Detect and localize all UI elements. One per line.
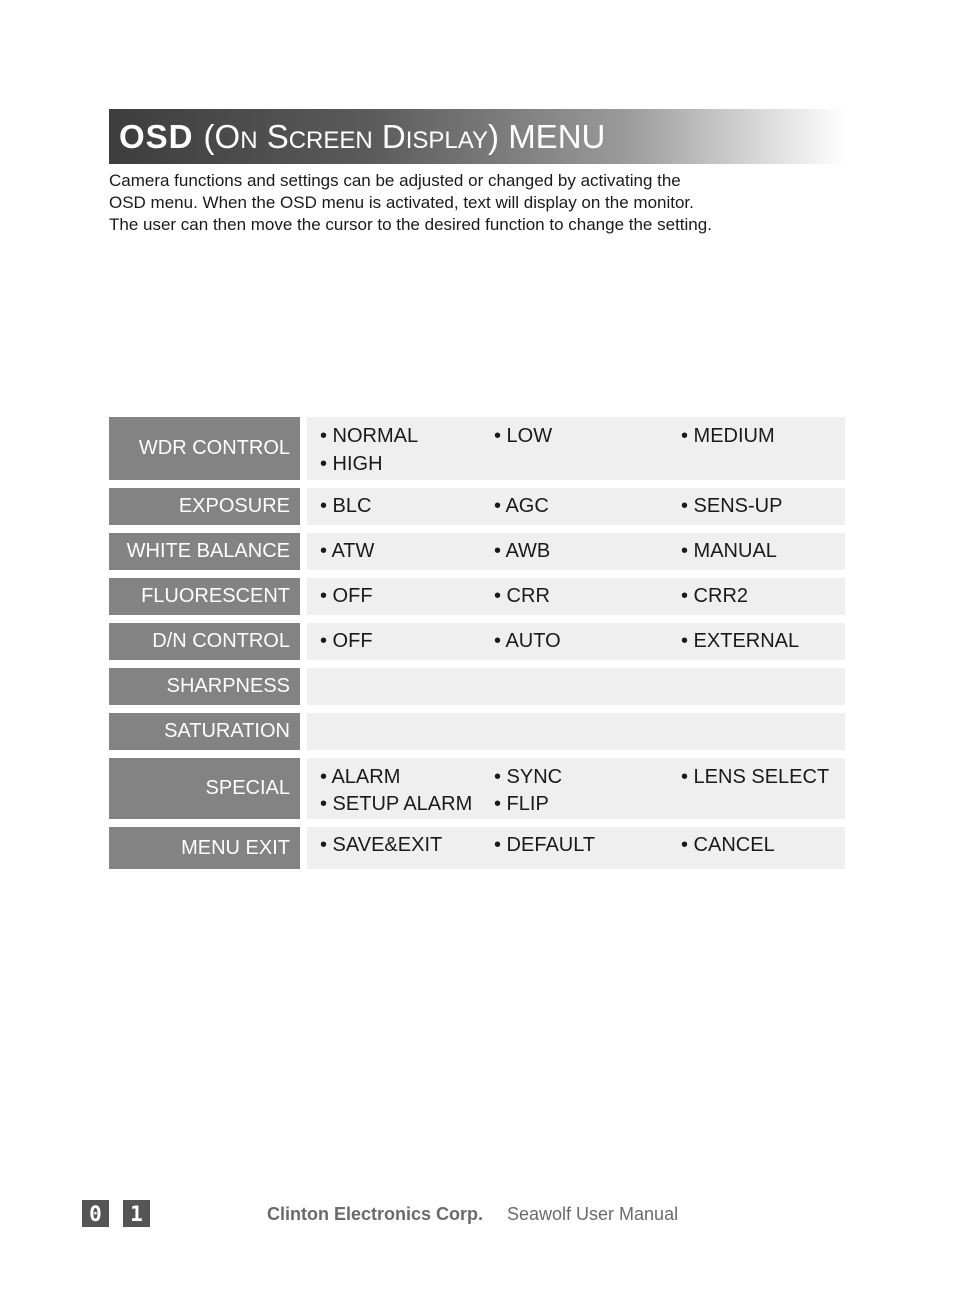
menu-options (307, 758, 845, 819)
menu-option: • CRR (494, 585, 550, 607)
page-number-digit: 1 (123, 1200, 150, 1227)
menu-option: • SYNC (494, 766, 563, 788)
menu-option: • SAVE&EXIT (320, 834, 443, 856)
intro-line: The user can then move the cursor to the desired function to change the setting. (109, 215, 712, 234)
intro-paragraph (109, 170, 869, 236)
footer-manual-title: Seawolf User Manual (507, 1204, 679, 1224)
menu-option: • OFF (320, 630, 373, 652)
menu-label: SHARPNESS (109, 668, 300, 705)
menu-option: • OFF (320, 585, 373, 607)
menu-option: • CANCEL (681, 834, 775, 856)
osd-menu-table (109, 417, 845, 877)
menu-option: • SETUP ALARM (320, 793, 473, 815)
menu-option: • NORMAL (320, 425, 419, 447)
menu-option: • SENS-UP (681, 495, 783, 517)
menu-option: • BLC (320, 495, 372, 517)
menu-label: EXPOSURE (109, 488, 300, 525)
menu-option: • AGC (494, 495, 549, 517)
page-number-digit: 0 (82, 1200, 109, 1227)
title-subtitle: (ON SCREEN DISPLAY) MENU (203, 117, 606, 155)
menu-option: • AUTO (494, 630, 561, 652)
menu-label: FLUORESCENT (109, 578, 300, 615)
menu-options (307, 578, 845, 615)
menu-option: • LENS SELECT (681, 766, 830, 788)
menu-option: • DEFAULT (494, 834, 596, 856)
menu-label: SATURATION (109, 713, 300, 750)
menu-label: D/N CONTROL (109, 623, 300, 660)
menu-option: • ALARM (320, 766, 401, 788)
menu-row-white-balance (109, 533, 845, 570)
menu-option: • AWB (494, 540, 551, 562)
menu-row-wdr-control (109, 417, 845, 480)
menu-row-exposure (109, 488, 845, 525)
menu-label: MENU EXIT (109, 827, 300, 869)
footer-company: Clinton Electronics Corp. (267, 1204, 484, 1224)
menu-options (307, 623, 845, 660)
page-title (109, 109, 845, 164)
menu-options (307, 668, 845, 705)
menu-option: • LOW (494, 425, 553, 447)
menu-option: • MANUAL (681, 540, 777, 562)
intro-line: OSD menu. When the OSD menu is activated, text will display on the monitor. (109, 193, 694, 212)
menu-row-special (109, 758, 845, 819)
menu-options (307, 417, 845, 480)
menu-label: SPECIAL (109, 758, 300, 819)
intro-line: Camera functions and settings can be adjusted or changed by activating the (109, 171, 681, 190)
menu-label: WHITE BALANCE (109, 533, 300, 570)
menu-option: • EXTERNAL (681, 630, 800, 652)
menu-options (307, 488, 845, 525)
menu-option: • ATW (320, 540, 375, 562)
menu-row-sharpness (109, 668, 845, 705)
menu-row-dn-control (109, 623, 845, 660)
menu-row-fluorescent (109, 578, 845, 615)
menu-row-saturation (109, 713, 845, 750)
menu-option: • CRR2 (681, 585, 749, 607)
menu-option: • FLIP (494, 793, 549, 815)
menu-options (307, 827, 845, 869)
menu-options (307, 713, 845, 750)
title-osd: OSD (119, 117, 194, 155)
menu-label: WDR CONTROL (109, 417, 300, 480)
menu-option: • MEDIUM (681, 425, 775, 447)
menu-row-menu-exit (109, 827, 845, 869)
menu-options (307, 533, 845, 570)
menu-option: • HIGH (320, 453, 383, 475)
